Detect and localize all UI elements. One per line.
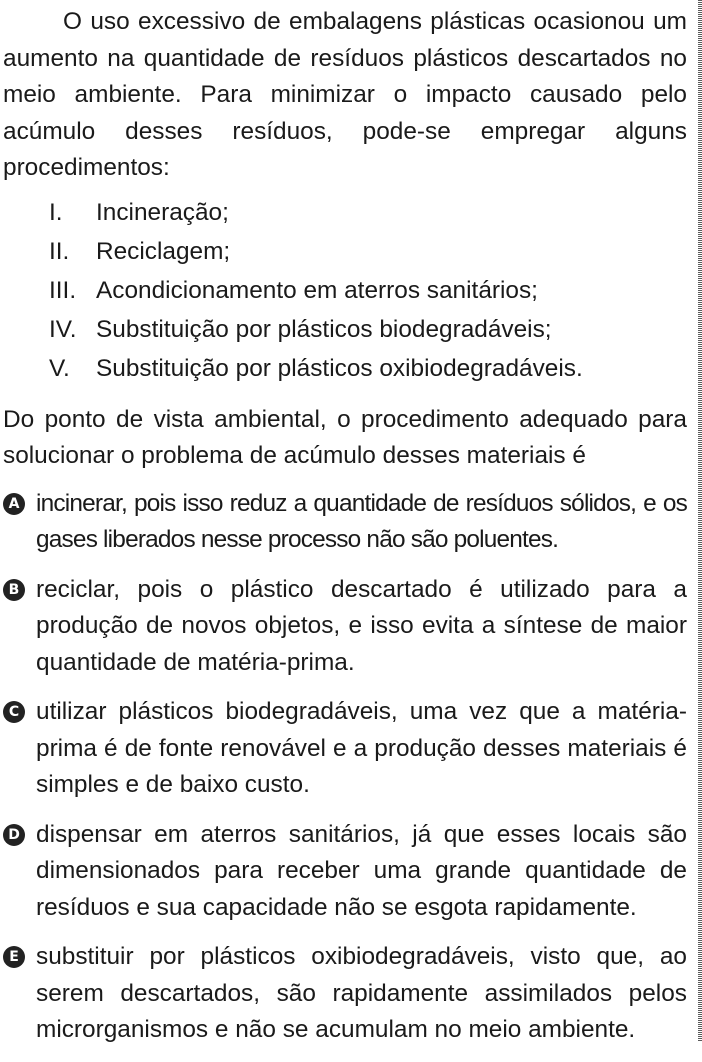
option-text: substituir por plásticos oxibiodegradáveis, visto que, ao serem descartados, são rapidamente assimilados pelos microrganismos e não se acumulam no meio ambiente.: [36, 943, 687, 1043]
option-c[interactable]: [3, 694, 687, 804]
answer-options: [3, 486, 687, 1049]
option-a[interactable]: [3, 486, 687, 559]
procedure-number: IV.: [49, 315, 77, 343]
procedure-text: Reciclagem;: [96, 237, 231, 265]
procedure-text: Incineração;: [96, 198, 229, 226]
procedure-item: [3, 193, 687, 232]
question-stem: Do ponto de vista ambiental, o procedimento adequado para solucionar o problema de acúmulo desses materiais é: [3, 405, 687, 469]
procedures-list: [3, 193, 687, 388]
procedure-number: I.: [49, 198, 63, 226]
option-letter-badge: A: [3, 493, 25, 515]
option-e[interactable]: [3, 939, 687, 1049]
procedure-number: V.: [49, 354, 70, 382]
option-letter-badge: B: [3, 579, 25, 601]
option-letter-badge: D: [3, 824, 25, 846]
procedure-item: [3, 310, 687, 349]
option-text: dispensar em aterros sanitários, já que esses locais são dimensionados para receber uma grande quantidade de resíduos e sua capacidade não se esgota rapidamente.: [36, 820, 687, 921]
procedure-item: [3, 271, 687, 310]
procedure-number: II.: [49, 237, 70, 265]
option-text: reciclar, pois o plástico descartado é utilizado para a produção de novos objetos, e isso evita a síntese de maior quantidade de matéria-prima.: [36, 575, 687, 676]
column-divider: [698, 0, 702, 1041]
procedure-item: [3, 232, 687, 271]
option-text: incinerar, pois isso reduz a quantidade de resíduos sólidos, e os gases liberados nesse processo não são poluentes.: [36, 489, 687, 553]
procedure-number: III.: [49, 276, 77, 304]
procedure-text: Substituição por plásticos oxibiodegradáveis.: [96, 354, 583, 382]
procedure-text: Substituição por plásticos biodegradáveis;: [96, 315, 552, 343]
question-page: [3, 4, 687, 1062]
intro-paragraph: O uso excessivo de embalagens plásticas ocasionou um aumento na quantidade de resíduos plásticos descartados no meio ambiente. Para minimizar o impacto causado pelo acúmulo desses resíduos, pode-se empregar alguns procedimentos:: [3, 8, 687, 181]
procedure-text: Acondicionamento em aterros sanitários;: [96, 276, 538, 304]
option-letter-badge: E: [3, 946, 25, 968]
option-d[interactable]: [3, 817, 687, 927]
procedure-item: [3, 349, 687, 388]
option-letter-badge: C: [3, 701, 25, 723]
option-b[interactable]: [3, 572, 687, 682]
option-text: utilizar plásticos biodegradáveis, uma vez que a matéria-prima é de fonte renovável e a produção desses materiais é simples e de baixo custo.: [36, 698, 687, 798]
